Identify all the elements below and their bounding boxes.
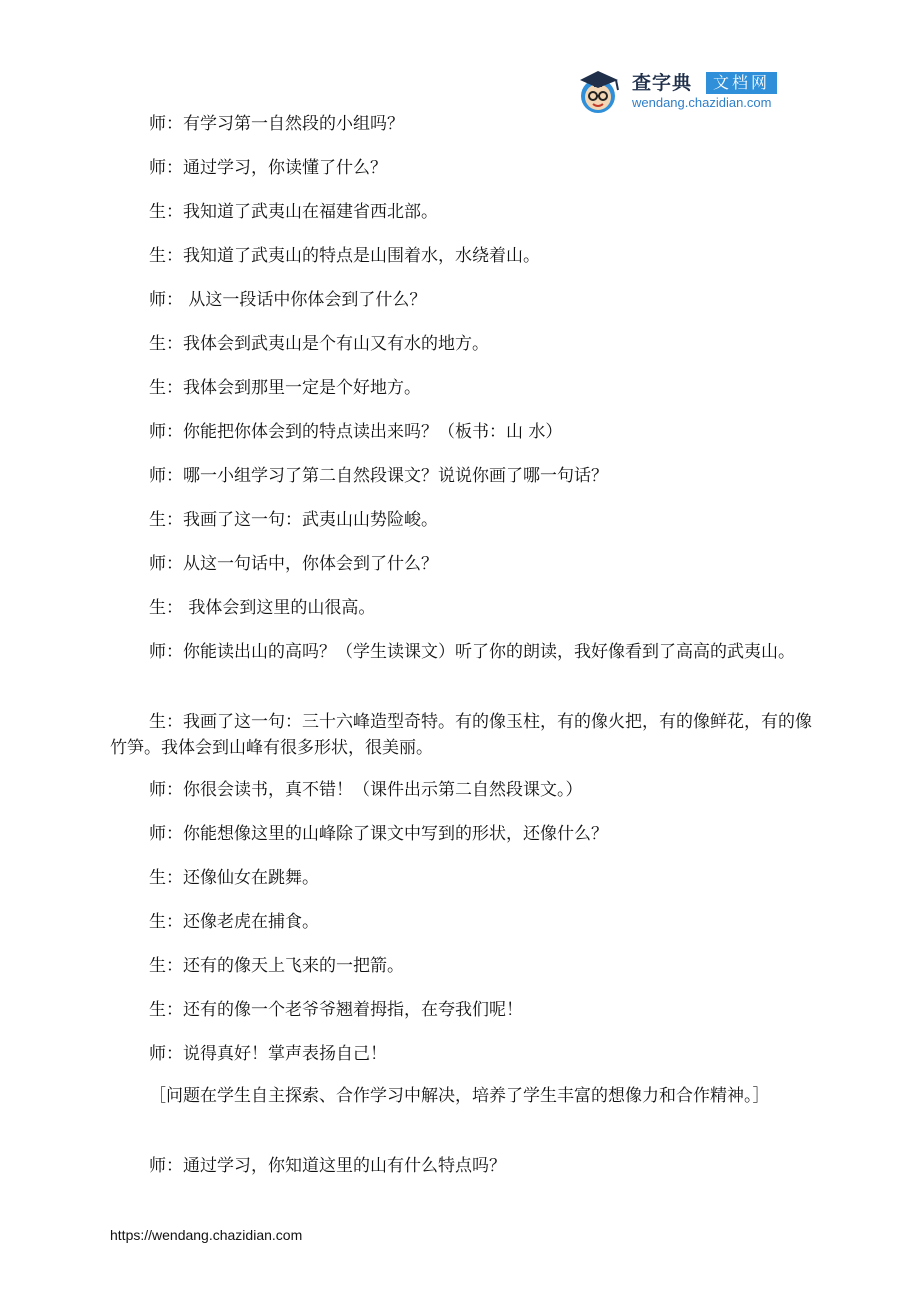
dialogue-line: 师：从这一句话中，你体会到了什么？ [149, 554, 438, 574]
dialogue-line: 师：有学习第一自然段的小组吗？ [149, 114, 404, 134]
dialogue-line: 师：你能把你体会到的特点读出来吗？（板书：山 水） [149, 422, 563, 442]
dialogue-line: 生：我体会到武夷山是个有山又有水的地方。 [149, 334, 489, 354]
dialogue-paragraph: 师：你能读出山的高吗？（学生读课文）听了你的朗读，我好像看到了高高的武夷山。 [149, 642, 795, 662]
dialogue-line: 师： 从这一段话中你体会到了什么？ [149, 290, 427, 310]
commentary-paragraph: ［问题在学生自主探索、合作学习中解决，培养了学生丰富的想像力和合作精神。］ [149, 1086, 770, 1106]
dialogue-line: 生：还有的像一个老爷爷翘着拇指，在夸我们呢！ [149, 1000, 523, 1020]
dialogue-line: 生：我体会到那里一定是个好地方。 [149, 378, 421, 398]
logo-badge: 文档网 [706, 72, 777, 94]
dialogue-line: 师：说得真好！掌声表扬自己！ [149, 1044, 387, 1064]
site-logo[interactable] [574, 68, 804, 114]
dialogue-line: 生：我画了这一句：武夷山山势险峻。 [149, 510, 438, 530]
dialogue-line: 生：我知道了武夷山的特点是山围着水，水绕着山。 [149, 246, 540, 266]
dialogue-line: 师：你很会读书，真不错！（课件出示第二自然段课文。） [149, 780, 583, 800]
footer-url[interactable]: https://wendang.chazidian.com [110, 1227, 303, 1243]
dialogue-line: 生：还像老虎在捕食。 [149, 912, 319, 932]
logo-url: wendang.chazidian.com [632, 95, 772, 110]
dialogue-line: 生：我知道了武夷山在福建省西北部。 [149, 202, 438, 222]
dialogue-paragraph: 生：我画了这一句：三十六峰造型奇特。有的像玉柱，有的像火把，有的像鲜花，有的像竹笋。我体会到山峰有很多形状，很美丽。 [110, 712, 812, 758]
logo-title: 查字典 [632, 72, 693, 94]
dialogue-line: 生： 我体会到这里的山很高。 [149, 598, 376, 618]
dialogue-line: 生：还像仙女在跳舞。 [149, 868, 319, 888]
mascot-icon [574, 68, 626, 114]
dialogue-line: 师：通过学习，你知道这里的山有什么特点吗？ [149, 1156, 506, 1176]
dialogue-line: 师：通过学习，你读懂了什么？ [149, 158, 387, 178]
dialogue-line: 师：你能想像这里的山峰除了课文中写到的形状，还像什么？ [149, 824, 608, 844]
dialogue-line: 生：还有的像天上飞来的一把箭。 [149, 956, 404, 976]
dialogue-line: 师：哪一小组学习了第二自然段课文？说说你画了哪一句话？ [149, 466, 608, 486]
